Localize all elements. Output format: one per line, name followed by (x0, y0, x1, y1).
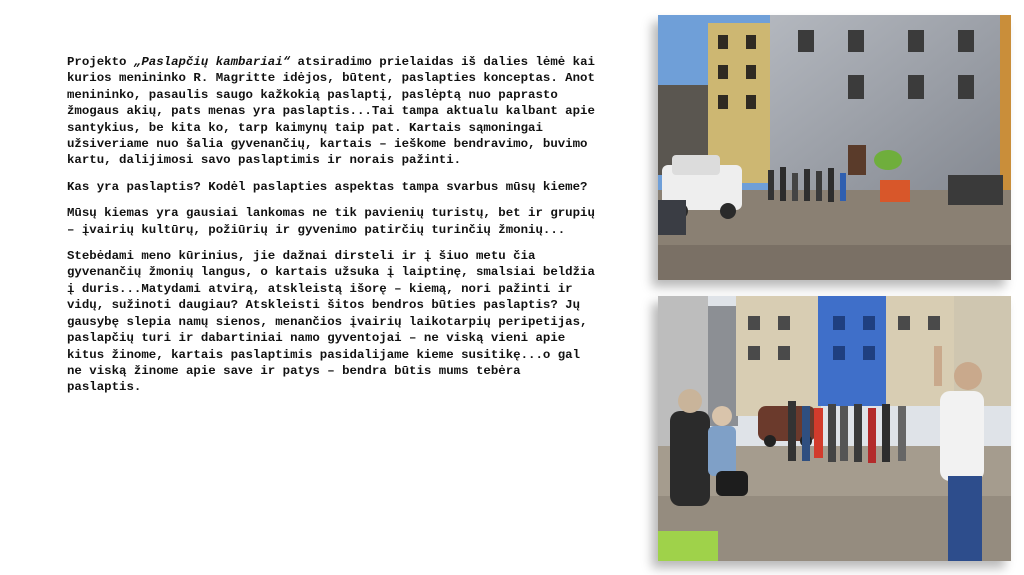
intro-prefix: Projekto (67, 55, 134, 69)
courtyard-mural-photo (658, 15, 1011, 280)
tour-group-image (658, 296, 1011, 561)
observation-paragraph: Stebėdami meno kūrinius, jie dažnai dirsteli ir į šiuo metu čia gyvenančių žmonių langus, o kartais užsuka į laiptinę, smalsiai beldžia į duris...Matydami atvirą, atskleistą išorę – kiemą, nori pažinti ir vidų, sužinoti daugiau? Atskleisti šitos bendros būties paslaptis? Jų gausybę slepia namų sienos, menančios įvairių laikotarpių peripetijas, paslapčių turi ir dabartiniai namo gyventojai – ne viską vieni apie kitus žinome, kartais paslaptimis pasidalijame kieme susitikę...o gal ne viską žinome apie save ir patys – bendra būtis mums tebėra paslaptis. (67, 249, 595, 395)
question-paragraph: Kas yra paslaptis? Kodėl paslapties aspektas tampa svarbus mūsų kieme? (67, 179, 588, 194)
tour-group-photo (658, 296, 1011, 561)
intro-paragraph (67, 54, 597, 169)
courtyard-mural-image (658, 15, 1011, 280)
intro-text: atsiradimo prielaidas iš dalies lėmė kai kurios menininko R. Magritte idėjos, būtent, paslapties konceptas. Anot menininko, pasaulis saugo kažkokią paslaptį, paslėptą nuo paprasto žmogaus akių, pats menas yra paslaptis...Tai tampa aktualu kalbant apie santykius, be kita ko, tarp kaimynų taip pat. Kartais sąmoningai užsiveriame nuo šalia gyvenančių, kartais – ieškome bendravimo, buvimo kartu, dalijimosi savo paslaptimis ir norais pažinti. (67, 55, 595, 168)
project-title: „Paslapčių kambariai“ (133, 55, 291, 69)
article-text (67, 54, 597, 406)
visitors-paragraph: Mūsų kiemas yra gausiai lankomas ne tik pavienių turistų, bet ir grupių – įvairių kultūrų, požiūrių ir gyvenimo patirčių turinčių žmonių... (67, 206, 595, 237)
